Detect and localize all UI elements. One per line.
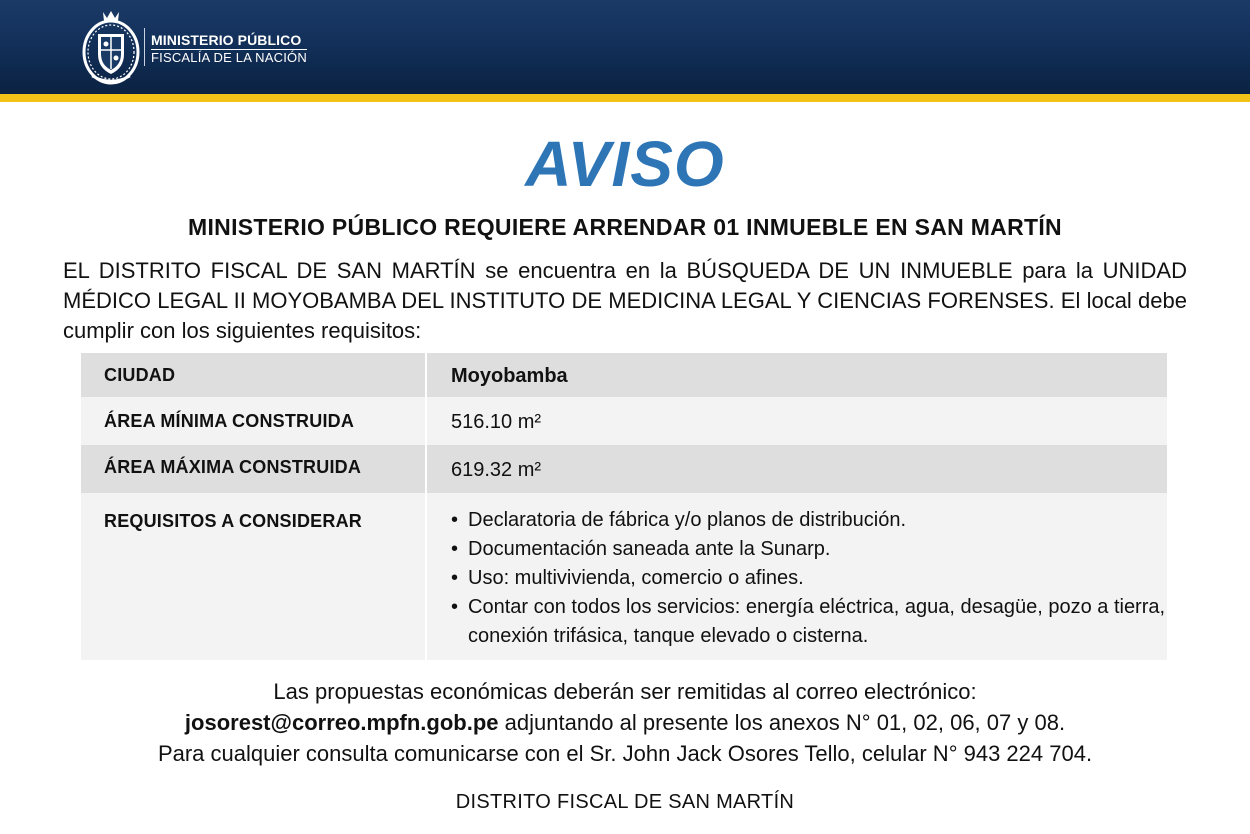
footer-line-1: Las propuestas económicas deberán ser remitidas al correo electrónico: — [273, 679, 977, 704]
table-row-requisitos — [81, 493, 1167, 660]
table-row-ciudad — [81, 353, 1167, 397]
bullet-icon: • — [451, 567, 459, 589]
logo-divider — [144, 28, 145, 66]
table-row-area-maxima — [81, 445, 1167, 493]
list-item-text: Uso: multivivienda, comercio o afines. — [468, 567, 804, 589]
bullet-icon: • — [451, 509, 459, 531]
footer-line-2 — [0, 707, 1250, 738]
notice-headline: MINISTERIO PÚBLICO REQUIERE ARRENDAR 01 INMUEBLE EN SAN MARTÍN — [188, 214, 1062, 240]
notice-title: AVISO — [525, 128, 725, 200]
header-gold-stripe — [0, 94, 1250, 102]
footer-instructions — [0, 676, 1250, 769]
brand-subtitle: FISCALÍA DE LA NACIÓN — [151, 50, 307, 65]
contact-email-link[interactable]: josorest@correo.mpfn.gob.pe — [184, 710, 499, 735]
area-max-value: 619.32 m² — [425, 445, 1167, 493]
list-item-text: Contar con todos los servicios: energía eléctrica, agua, desagüe, pozo a tierra, conexión trifásica, tanque elevado o cisterna. — [468, 596, 1166, 647]
area-min-value: 516.10 m² — [425, 397, 1167, 445]
list-item-text: Declaratoria de fábrica y/o planos de distribución. — [468, 509, 907, 531]
list-item — [451, 564, 1167, 593]
area-min-label: ÁREA MÍNIMA CONSTRUIDA — [104, 411, 355, 431]
ciudad-label: CIUDAD — [104, 365, 176, 385]
requisitos-list — [451, 506, 1167, 651]
ciudad-value: Moyobamba — [425, 353, 1167, 397]
signature: DISTRITO FISCAL DE SAN MARTÍN — [455, 791, 795, 813]
requisitos-label: REQUISITOS A CONSIDERAR — [104, 511, 362, 531]
list-item-text: Documentación saneada ante la Sunarp. — [468, 538, 831, 560]
list-item — [451, 535, 1167, 564]
requirements-table — [81, 353, 1167, 660]
notice-intro: EL DISTRITO FISCAL DE SAN MARTÍN se encuentra en la BÚSQUEDA DE UN INMUEBLE para la UNIDAD MÉDICO LEGAL II MOYOBAMBA DEL INSTITUTO DE MEDICINA LEGAL Y CIENCIAS FORENSES. El local debe cumplir con los siguientes requisitos: — [63, 258, 1187, 343]
area-max-label: ÁREA MÁXIMA CONSTRUIDA — [104, 457, 362, 477]
bullet-icon: • — [451, 538, 459, 560]
brand-wordmark — [151, 33, 307, 64]
footer-line-3: Para cualquier consulta comunicarse con el Sr. John Jack Osores Tello, celular N° 943 224 704. — [157, 741, 1093, 766]
bullet-icon: • — [451, 596, 459, 618]
footer-line-2-rest: adjuntando al presente los anexos N° 01, 02, 06, 07 y 08. — [498, 710, 1066, 735]
list-item — [451, 593, 1167, 651]
requisitos-value — [425, 493, 1167, 660]
brand-name: MINISTERIO PÚBLICO — [151, 32, 302, 48]
table-row-area-minima — [81, 397, 1167, 445]
coat-of-arms-seal-icon — [80, 8, 142, 88]
list-item — [451, 506, 1167, 535]
